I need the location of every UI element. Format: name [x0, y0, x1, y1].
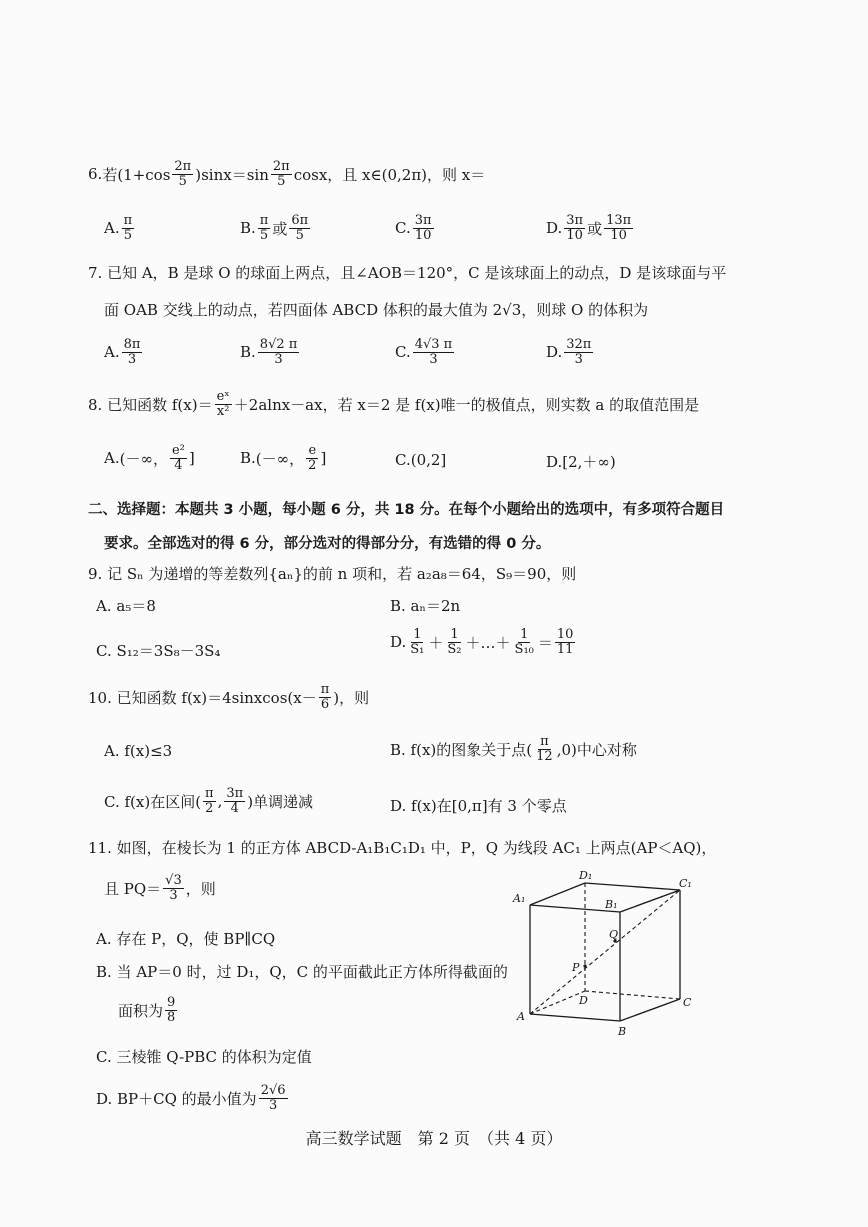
- section-heading-line1: 二、选择题：本题共 3 小题，每小题 6 分，共 18 分。在每个小题给出的选项中，有多项符合题目: [88, 502, 725, 518]
- edge-ab: [530, 1014, 620, 1021]
- q9-option-a: A. a₅＝8: [96, 597, 156, 615]
- label-c1: C₁: [679, 877, 692, 890]
- q8-option-c: C. (0,2]: [395, 451, 447, 469]
- q11-option-b-line1: B. 当 AP＝0 时，过 D₁，Q，C 的平面截此正方体所得截面的: [96, 963, 508, 981]
- label-c: C: [683, 996, 692, 1009]
- label-a1: A₁: [513, 892, 526, 905]
- label-d1: D₁: [579, 869, 593, 882]
- fraction: $\frac{2\pi}{5}$: [272, 159, 290, 189]
- q11-option-c: C. 三棱锥 Q-PBC 的体积为定值: [96, 1048, 312, 1066]
- edge-b1c1: [620, 890, 680, 912]
- label-p: P: [572, 961, 580, 974]
- edge-d1c1: [585, 883, 680, 890]
- q9-option-b: B. aₙ＝2n: [390, 597, 461, 615]
- q9-stem: 9. 记 Sₙ 为递增的等差数列{aₙ}的前 n 项和，若 a₂a₈＝64，S₉＝90，则: [88, 565, 577, 583]
- q11-option-a: A. 存在 P，Q，使 BP∥CQ: [96, 930, 276, 948]
- q6-option-c: C. $\frac{3\pi}{10}$: [395, 213, 432, 243]
- q9-option-c: C. S₁₂＝3S₈－3S₄: [96, 642, 221, 660]
- label-b1: B₁: [605, 898, 618, 911]
- q8-option-b: B. (－∞， $\frac{e}{2}$ ]: [240, 443, 327, 473]
- q10-option-d: D. f(x)在[0,π]有 3 个零点: [390, 797, 567, 815]
- edge-dc-hidden: [585, 991, 680, 999]
- q7-option-b: B. $\frac{8√2 \pi}{3}$: [240, 337, 298, 367]
- edge-bc: [620, 999, 680, 1021]
- section-heading-line2: 要求。全部选对的得 6 分，部分选对的得部分分，有选错的得 0 分。: [104, 536, 551, 552]
- q10-stem: 10. 已知函数 f(x)＝4sinxcos(x－ $\frac{\pi}{6}$ )，则: [88, 682, 370, 712]
- label-b: B: [618, 1025, 627, 1038]
- q7-stem-line2: 面 OAB 交线上的动点，若四面体 ABCD 体积的最大值为 2√3，则球 O 的体积为: [104, 301, 649, 319]
- q8-stem: 8. 已知函数 f(x)＝ $\frac{\text{eˣ}}{\text{x²}}$ ＋2alnx－ax，若 x＝2 是 f(x)唯一的极值点，则实数 a 的取值范围是: [88, 389, 700, 419]
- label-d: D: [579, 994, 588, 1007]
- edge-ad-hidden: [530, 991, 585, 1014]
- edge-a1d1: [530, 883, 585, 905]
- q11-option-b-line2: 面积为 $\frac{9}{8}$: [118, 995, 176, 1025]
- q6-option-a: A. $\frac{\pi}{5}$: [104, 213, 133, 243]
- fraction: $\frac{2\pi}{5}$: [174, 159, 192, 189]
- q10-option-c: C. f(x)在区间( $\frac{\pi}{2}$ , $\frac{3\pi}{4}$ )单调递减: [104, 786, 314, 816]
- q8-option-a: A. (－∞， $\frac{\text{e²}}{4}$ ]: [104, 443, 195, 473]
- q6-option-d: D. $\frac{3\pi}{10}$ 或 $\frac{13\pi}{10}$: [546, 213, 632, 243]
- q10-option-a: A. f(x)≤3: [104, 742, 173, 760]
- q10-option-b: B. f(x)的图象关于点( $\frac{\pi}{12}$ ,0)中心对称: [390, 734, 637, 764]
- q11-stem-line2: 且 PQ＝ $\frac{√3}{3}$ ，则: [104, 873, 216, 903]
- cube-figure: [505, 865, 710, 1040]
- q6-stem: 6. 若(1+cos $\frac{2\pi}{5}$ )sinx＝sin $\frac{2\pi}{5}$ cosx，且 x∈(0,2π)，则 x＝: [88, 159, 486, 189]
- q7-option-d: D. $\frac{32\pi}{3}$: [546, 337, 592, 367]
- q9-option-d: D. $\frac{1}{\text{S₁}}$ ＋ $\frac{1}{\text{S₂}}$ ＋…＋ $\frac{1}{\text{S₁₀}}$ ＝ $\frac{10}{11}$: [390, 627, 574, 657]
- label-q: Q: [609, 928, 619, 941]
- point-p: [583, 964, 586, 967]
- q7-option-c: C. $\frac{4√3 \pi}{3}$: [395, 337, 453, 367]
- q7-stem-line1: 7. 已知 A，B 是球 O 的球面上两点，且∠AOB＝120°，C 是该球面上的动点，D 是该球面与平: [88, 264, 727, 282]
- q8-option-d: D. [2,＋∞): [546, 452, 616, 471]
- label-a: A: [517, 1010, 525, 1023]
- q7-option-a: A. $\frac{8\pi}{3}$: [104, 337, 141, 367]
- page-footer: 高三数学试题 第 2 页 （共 4 页）: [305, 1129, 563, 1148]
- q11-option-d: D. BP＋CQ 的最小值为 $\frac{2√6}{3}$: [96, 1083, 286, 1113]
- q6-option-b: B. $\frac{\pi}{5}$ 或 $\frac{6\pi}{5}$: [240, 213, 309, 243]
- q11-stem-line1: 11. 如图，在棱长为 1 的正方体 ABCD-A₁B₁C₁D₁ 中，P，Q 为线段 AC₁ 上两点(AP＜AQ)，: [88, 839, 717, 857]
